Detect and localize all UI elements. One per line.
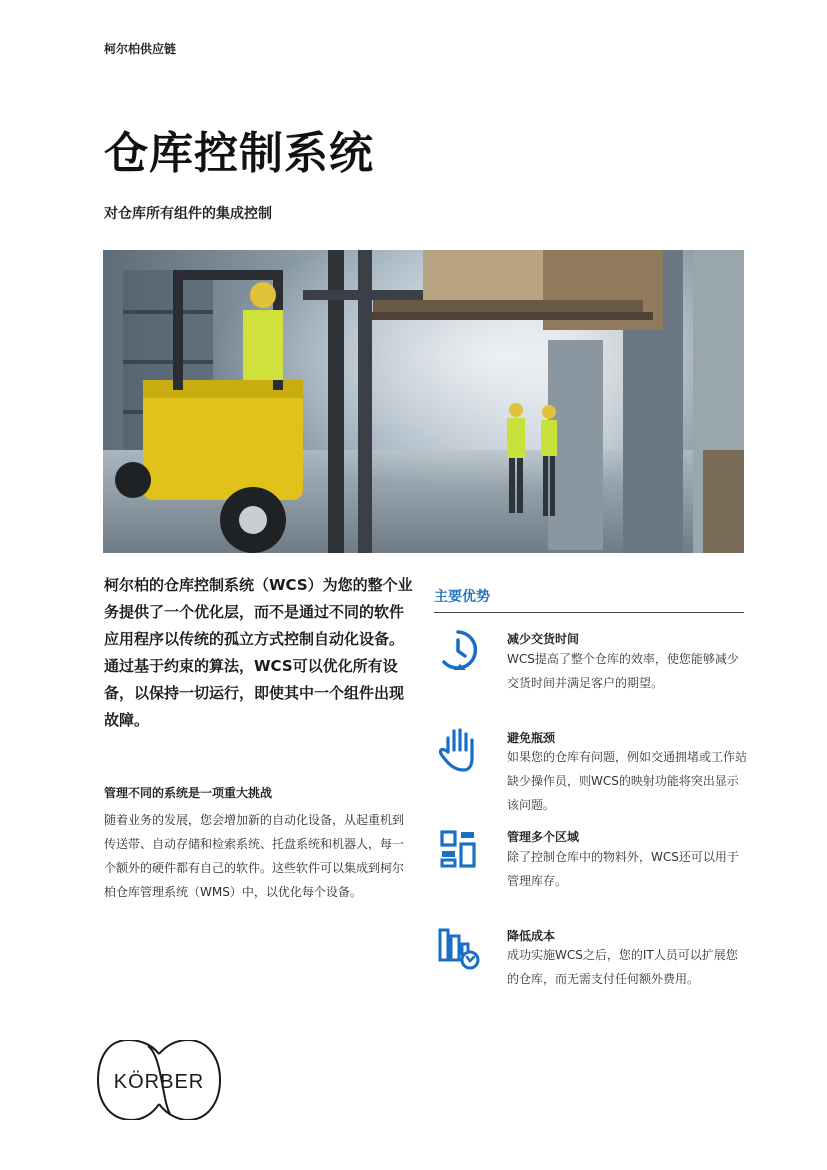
benefits-heading: 主要优势 xyxy=(434,589,490,605)
benefit-desc-zones: 除了控制仓库中的物料外，WCS还可以用于管理库存。 xyxy=(507,850,739,888)
benefit-desc-bottleneck: 如果您的仓库有问题，例如交通拥堵或工作站缺少操作员，则WCS的映射功能将突出显示该问题。 xyxy=(507,750,748,812)
clock-arrow-icon xyxy=(434,626,482,674)
korber-logo xyxy=(96,1040,222,1120)
hand-stop-icon xyxy=(434,724,482,772)
benefits-divider xyxy=(434,612,744,613)
benefit-desc-lead-time: WCS提高了整个仓库的效率，使您能够减少交货时间并满足客户的期望。 xyxy=(507,652,739,690)
cost-reduction-icon xyxy=(434,924,482,972)
challenge-heading: 管理不同的系统是一项重大挑战 xyxy=(104,786,273,800)
warehouse-illustration xyxy=(103,250,744,553)
benefit-title-zones: 管理多个区域 xyxy=(507,830,580,844)
brand-label: 柯尔柏供应链 xyxy=(104,42,177,56)
challenge-body: 随着业务的发展，您会增加新的自动化设备，从起重机到传送带、自动存储和检索系统、托盘系统和机器人，每一个额外的硬件都有自己的软件。这些软件可以集成到柯尔柏仓库管理系统（WMS）中，以优化每个设备。 xyxy=(104,813,405,899)
korber-logo-text: KÖRBER xyxy=(113,1071,205,1093)
benefit-title-lead-time: 减少交货时间 xyxy=(507,632,580,646)
benefit-desc-cost: 成功实施WCS之后，您的IT人员可以扩展您的仓库，而无需支付任何额外费用。 xyxy=(507,948,738,986)
page-title: 仓库控制系统 xyxy=(104,128,374,179)
page-subtitle: 对仓库所有组件的集成控制 xyxy=(104,206,272,222)
hero-image-forklift-warehouse xyxy=(103,250,744,553)
intro-paragraph: 柯尔柏的仓库控制系统（WCS）为您的整个业务提供了一个优化层，而不是通过不同的软件应用程序以传统的孤立方式控制自动化设备。通过基于约束的算法，WCS可以优化所有设备，以保持一切运行，即使其中一个组件出现故障。 xyxy=(104,576,413,729)
benefit-title-cost: 降低成本 xyxy=(507,929,556,943)
grid-layout-icon xyxy=(434,826,482,874)
benefit-title-bottleneck: 避免瓶颈 xyxy=(507,731,556,745)
